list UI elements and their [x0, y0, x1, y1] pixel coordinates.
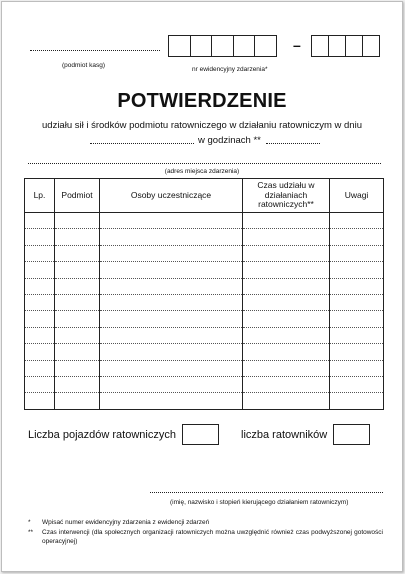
- table-row[interactable]: [25, 311, 384, 327]
- vehicles-count-box[interactable]: [182, 424, 219, 445]
- incident-number-label: nr ewidencyjny zdarzenia*: [192, 66, 268, 73]
- signature-label: (imię, nazwisko i stopień kierującego działaniem ratowniczym): [170, 499, 349, 506]
- signature-field[interactable]: [150, 492, 383, 493]
- table-row[interactable]: [25, 245, 384, 261]
- footnote-mark: **: [28, 529, 34, 536]
- date-field[interactable]: [90, 143, 194, 144]
- table-header-row: [25, 179, 384, 213]
- col-header-uwagi: Uwagi: [330, 179, 384, 213]
- podmiot-label: (podmiot kasg): [62, 62, 105, 69]
- table-row[interactable]: [25, 294, 384, 310]
- table-row[interactable]: [25, 327, 384, 343]
- incident-number-boxes-left[interactable]: [168, 35, 281, 57]
- rescuers-count-box[interactable]: [333, 424, 370, 445]
- table-row[interactable]: [25, 278, 384, 294]
- participants-table: [24, 178, 384, 410]
- footnote-text: Wpisać numer ewidencyjny zdarzenia z ewidencji zdarzeń: [42, 519, 210, 526]
- col-header-osoby: Osoby uczestniczące: [100, 179, 243, 213]
- page-title: POTWIERDZENIE: [117, 90, 287, 112]
- footnote-text: Czas interwencji (dla społecznych organizacji ratowniczych można uwzględnić również czas podwyższonej gotowości operacyjnej): [42, 529, 383, 545]
- table-row[interactable]: [25, 213, 384, 229]
- table-row[interactable]: [25, 393, 384, 409]
- table-row[interactable]: [25, 262, 384, 278]
- address-field[interactable]: [28, 163, 381, 164]
- table-row[interactable]: [25, 344, 384, 360]
- footnote-2: [28, 529, 383, 547]
- form-page: [1, 1, 403, 572]
- table-row[interactable]: [25, 376, 384, 392]
- vehicles-label: Liczba pojazdów ratowniczych: [28, 429, 176, 441]
- table-row[interactable]: [25, 360, 384, 376]
- col-header-podmiot: Podmiot: [55, 179, 100, 213]
- hours-field[interactable]: [266, 143, 320, 144]
- podmiot-field[interactable]: [30, 50, 160, 51]
- subtitle: udziału sił i środków podmiotu ratowniczego w działaniu ratowniczym w dniu: [42, 120, 362, 131]
- footnote-1: [28, 519, 383, 528]
- address-label: (adres miejsca zdarzenia): [164, 168, 240, 175]
- table-row[interactable]: [25, 229, 384, 245]
- col-header-czas: Czas udziału w działaniach ratowniczych**: [243, 179, 330, 213]
- col-header-lp: Lp.: [25, 179, 55, 213]
- number-dash: –: [293, 37, 301, 53]
- hours-label: w godzinach **: [198, 135, 261, 146]
- rescuers-label: liczba ratowników: [241, 429, 328, 441]
- incident-number-boxes-right[interactable]: [311, 35, 381, 57]
- footnote-mark: *: [28, 519, 31, 526]
